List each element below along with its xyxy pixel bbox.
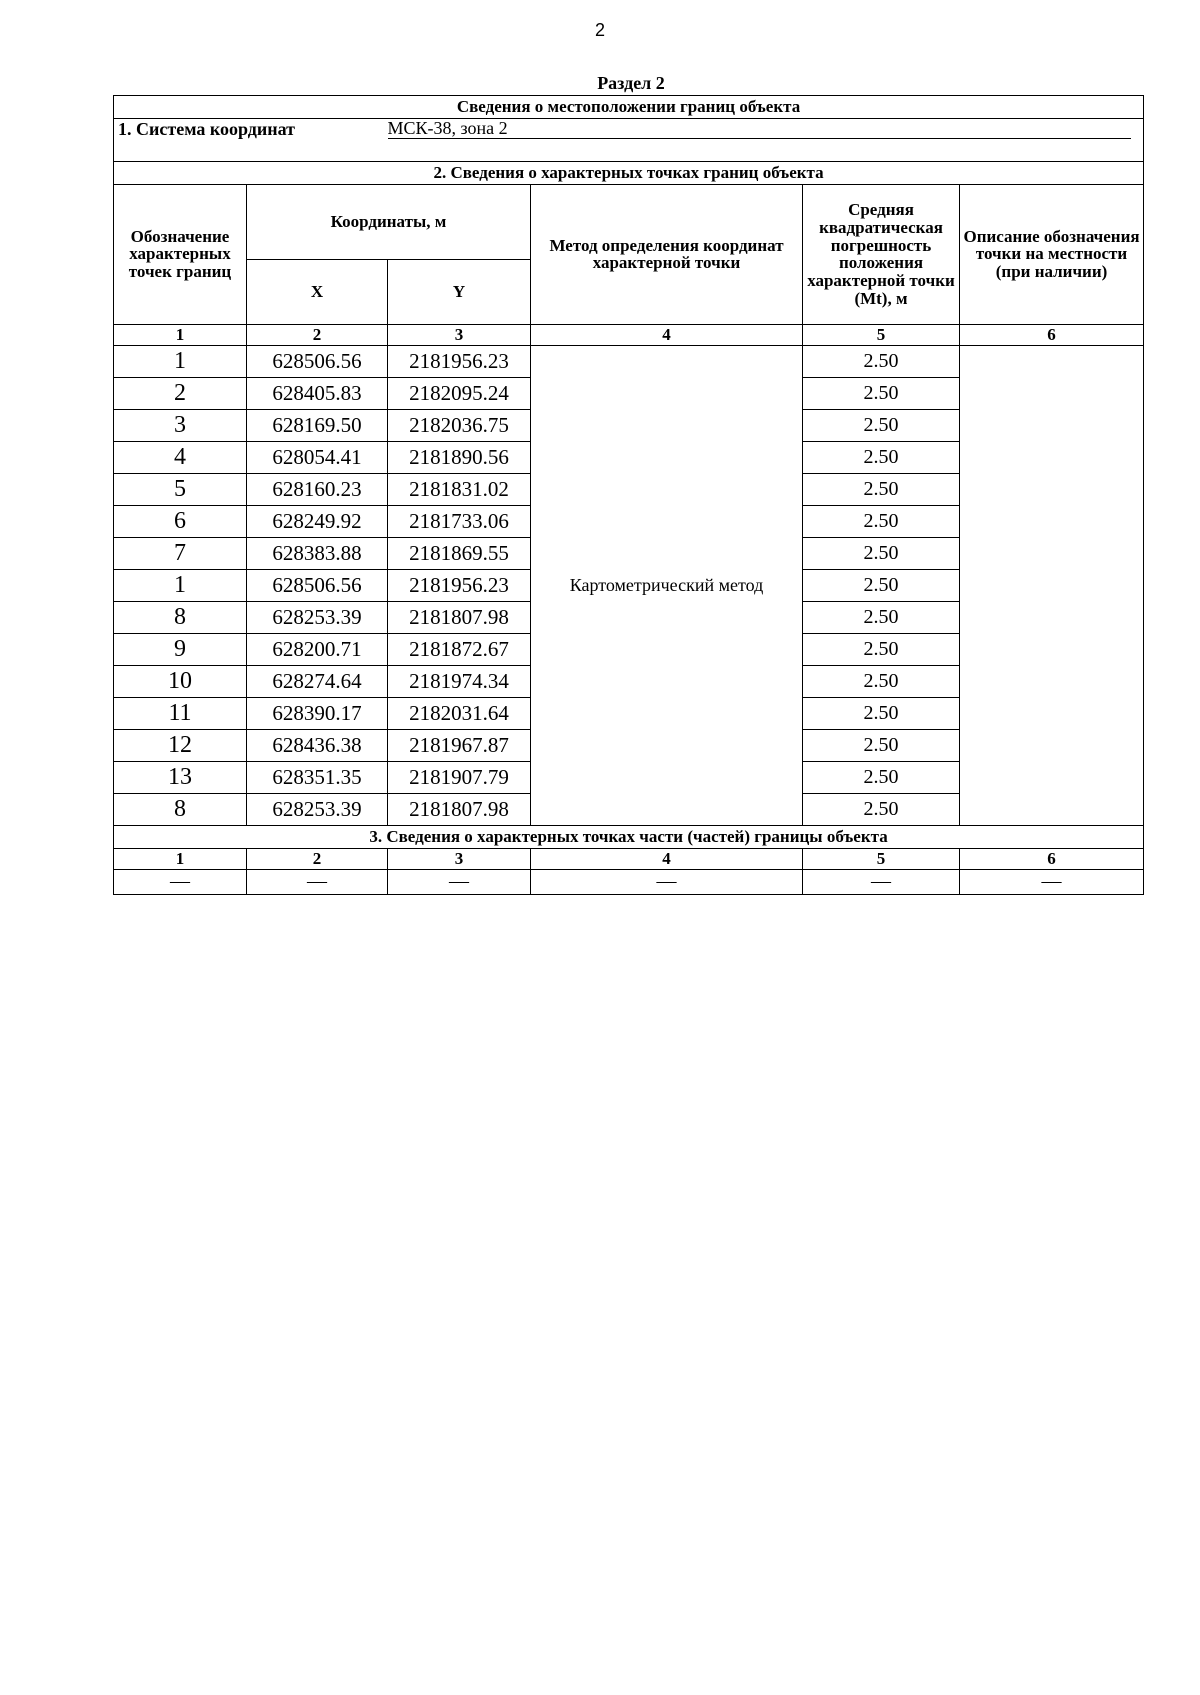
- s3-dash-3: —: [388, 869, 531, 894]
- x-coordinate: 628249.92: [247, 505, 388, 537]
- x-coordinate: 628383.88: [247, 537, 388, 569]
- point-label: 12: [114, 729, 247, 761]
- x-coordinate: 628405.83: [247, 377, 388, 409]
- point-label: 8: [114, 601, 247, 633]
- s3-col-num-5: 5: [803, 848, 960, 869]
- col-num-1: 1: [114, 324, 247, 345]
- description-cell: [960, 345, 1144, 825]
- point-label: 10: [114, 665, 247, 697]
- x-coordinate: 628390.17: [247, 697, 388, 729]
- y-coordinate: 2181907.79: [388, 761, 531, 793]
- header-y: Y: [388, 259, 531, 324]
- point-label: 9: [114, 633, 247, 665]
- y-coordinate: 2181872.67: [388, 633, 531, 665]
- mt-value: 2.50: [803, 601, 960, 633]
- s3-dash-6: —: [960, 869, 1144, 894]
- mt-value: 2.50: [803, 665, 960, 697]
- mt-value: 2.50: [803, 633, 960, 665]
- mt-value: 2.50: [803, 345, 960, 377]
- mt-value: 2.50: [803, 729, 960, 761]
- point-label: 3: [114, 409, 247, 441]
- mt-value: 2.50: [803, 473, 960, 505]
- s3-dash-4: —: [531, 869, 803, 894]
- y-coordinate: 2181956.23: [388, 345, 531, 377]
- mt-value: 2.50: [803, 569, 960, 601]
- mt-value: 2.50: [803, 697, 960, 729]
- x-coordinate: 628506.56: [247, 569, 388, 601]
- col-num-3: 3: [388, 324, 531, 345]
- y-coordinate: 2182036.75: [388, 409, 531, 441]
- y-coordinate: 2182031.64: [388, 697, 531, 729]
- header-method: Метод определения координат характерной точки: [531, 184, 803, 324]
- header-description: Описание обозначения точки на местности (при наличии): [960, 184, 1144, 324]
- page-number: 2: [594, 20, 605, 40]
- y-coordinate: 2181956.23: [388, 569, 531, 601]
- x-coordinate: 628506.56: [247, 345, 388, 377]
- coord-spacer: [114, 139, 1144, 162]
- s3-col-num-1: 1: [114, 848, 247, 869]
- section-title: Раздел 2: [597, 73, 665, 93]
- y-coordinate: 2181890.56: [388, 441, 531, 473]
- s3-dash-5: —: [803, 869, 960, 894]
- point-label: 4: [114, 441, 247, 473]
- header-x: X: [247, 259, 388, 324]
- x-coordinate: 628169.50: [247, 409, 388, 441]
- x-coordinate: 628200.71: [247, 633, 388, 665]
- point-label: 5: [114, 473, 247, 505]
- section3-title: 3. Сведения о характерных точках части (частей) границы объекта: [114, 825, 1144, 848]
- mt-value: 2.50: [803, 505, 960, 537]
- s3-col-num-6: 6: [960, 848, 1144, 869]
- s3-col-num-4: 4: [531, 848, 803, 869]
- coord-system-label: 1. Система координат: [118, 118, 295, 139]
- x-coordinate: 628274.64: [247, 665, 388, 697]
- x-coordinate: 628253.39: [247, 601, 388, 633]
- s3-dash-2: —: [247, 869, 388, 894]
- col-num-6: 6: [960, 324, 1144, 345]
- boundary-table: [113, 95, 1144, 895]
- point-label: 11: [114, 697, 247, 729]
- col-num-5: 5: [803, 324, 960, 345]
- point-label: 8: [114, 793, 247, 825]
- section2-title: 2. Сведения о характерных точках границ объекта: [114, 161, 1144, 184]
- y-coordinate: 2181967.87: [388, 729, 531, 761]
- method-value: Картометрический метод: [531, 345, 803, 825]
- y-coordinate: 2181869.55: [388, 537, 531, 569]
- header-coords: Координаты, м: [247, 184, 531, 259]
- x-coordinate: 628253.39: [247, 793, 388, 825]
- mt-value: 2.50: [803, 761, 960, 793]
- col-num-4: 4: [531, 324, 803, 345]
- table-row: [114, 345, 1144, 377]
- mt-value: 2.50: [803, 377, 960, 409]
- table-title: Сведения о местоположении границ объекта: [114, 96, 1144, 119]
- mt-value: 2.50: [803, 409, 960, 441]
- s3-col-num-3: 3: [388, 848, 531, 869]
- header-point: Обозначение характерных точек границ: [114, 184, 247, 324]
- y-coordinate: 2181807.98: [388, 793, 531, 825]
- x-coordinate: 628160.23: [247, 473, 388, 505]
- y-coordinate: 2181974.34: [388, 665, 531, 697]
- point-label: 2: [114, 377, 247, 409]
- point-label: 1: [114, 345, 247, 377]
- y-coordinate: 2182095.24: [388, 377, 531, 409]
- y-coordinate: 2181733.06: [388, 505, 531, 537]
- x-coordinate: 628436.38: [247, 729, 388, 761]
- col-num-2: 2: [247, 324, 388, 345]
- point-label: 7: [114, 537, 247, 569]
- y-coordinate: 2181807.98: [388, 601, 531, 633]
- mt-value: 2.50: [803, 441, 960, 473]
- point-label: 1: [114, 569, 247, 601]
- point-label: 6: [114, 505, 247, 537]
- point-label: 13: [114, 761, 247, 793]
- x-coordinate: 628054.41: [247, 441, 388, 473]
- header-error: Средняя квадратическая погрешность положения характерной точки (Mt), м: [803, 184, 960, 324]
- mt-value: 2.50: [803, 537, 960, 569]
- y-coordinate: 2181831.02: [388, 473, 531, 505]
- s3-dash-1: —: [114, 869, 247, 894]
- coord-system-value: МСК-38, зона 2: [388, 119, 1132, 139]
- s3-col-num-2: 2: [247, 848, 388, 869]
- mt-value: 2.50: [803, 793, 960, 825]
- x-coordinate: 628351.35: [247, 761, 388, 793]
